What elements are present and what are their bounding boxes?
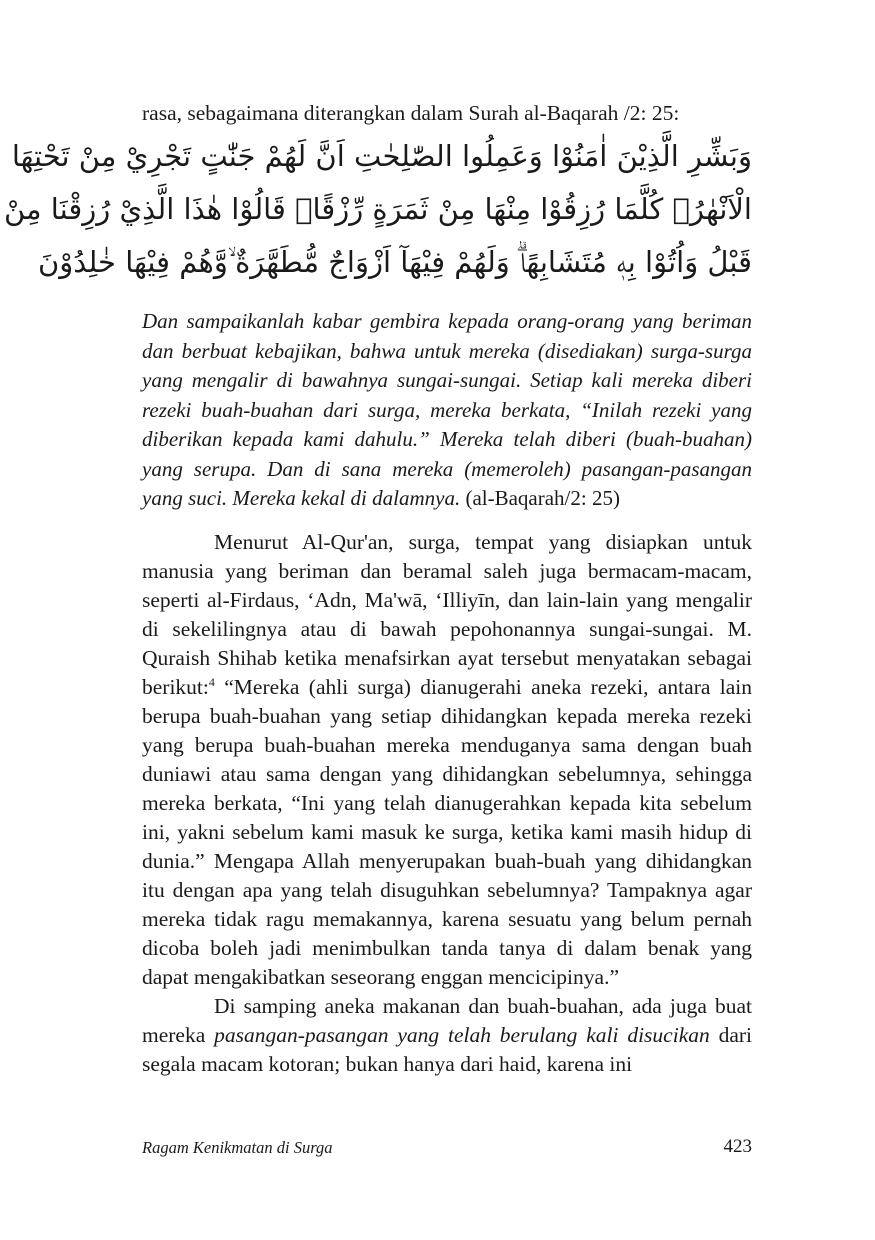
arabic-verse-line-1: وَبَشِّرِ الَّذِيْنَ اٰمَنُوْا وَعَمِلُوا الصّٰلِحٰتِ اَنَّ لَهُمْ جَنّٰتٍ تَجْرِيْ مِنْ تَحْتِهَا xyxy=(11,139,752,173)
arabic-verse xyxy=(3,130,752,289)
footnote-marker[interactable]: 4 xyxy=(208,674,215,689)
paragraph-2-italic: pasangan-pasangan yang telah berulang kali disucikan xyxy=(214,1022,710,1047)
arabic-verse-line-3: قَبْلُ وَاُتُوْا بِهٖ مُتَشَابِهًاۗ وَلَهُمْ فِيْهَآ اَزْوَاجٌ مُّطَهَّرَةٌ ۙوَّهُمْ فِيْهَا خٰلِدُوْنَ xyxy=(37,245,752,279)
paragraph-1-text-b: “Mereka (ahli surga) dianugerahi aneka rezeki, antara lain berupa buah-buahan yang setiap dihidangkan kepada mereka rezeki yang berupa buah-buahan mereka menduganya sama dengan buah duniawi atau sama dengan yang dihidangkan sebelumnya, sehingga mereka berkata, “Ini yang telah dianugerahkan kepada kita sebelum ini, yakni sebelum kami masuk ke surga, ketika kami masih hidup di dunia.” Mengapa Allah menyerupakan buah-buah yang dihidangkan itu dengan apa yang telah disuguhkan sebelumnya? Tampaknya agar mereka tidak ragu memakannya, karena sesuatu yang belum pernah dicoba boleh jadi menimbulkan tanda tanya di dalam benak yang dapat mengakibatkan seseorang enggan mencicipinya.” xyxy=(142,674,752,989)
translation-text: Dan sampaikanlah kabar gembira kepada orang-orang yang beriman dan berbuat kebajikan, bahwa untuk mereka (disediakan) surga-surga yang mengalir di bawahnya sungai-sungai. Setiap kali mereka diberi rezeki buah-buahan dari surga, mereka berkata, “Inilah rezeki yang diberikan kepada kami dahulu.” Mereka telah diberi (buah-buahan) yang serupa. Dan di sana mereka (memeroleh) pasangan-pasangan yang suci. Mereka kekal di dalamnya. xyxy=(142,309,752,510)
paragraph-2-text-b: dari segala macam kotoran; bukan hanya dari haid, karena ini xyxy=(142,1022,752,1076)
running-title: Ragam Kenikmatan di Surga xyxy=(142,1138,333,1157)
page-footer xyxy=(142,1138,752,1164)
paragraph-2-text-a: Di samping aneka makanan dan buah-buahan, ada juga buat mereka xyxy=(142,993,752,1047)
body-paragraph-1 xyxy=(142,528,752,992)
page-content xyxy=(3,98,752,1079)
page-number: 423 xyxy=(723,1136,752,1157)
body-paragraph-2 xyxy=(142,992,752,1079)
verse-translation xyxy=(142,307,752,514)
arabic-verse-line-2: الْاَنْهٰرُۗ كُلَّمَا رُزِقُوْا مِنْهَا مِنْ ثَمَرَةٍ رِّزْقًاۙ قَالُوْا هٰذَا الَّذِيْ رُزِقْنَا مِنْ xyxy=(3,192,752,226)
paragraph-1-text-a: Menurut Al-Qur'an, surga, tempat yang disiapkan untuk manusia yang beriman dan beramal saleh juga bermacam-macam, seperti al-Firdaus, ‘Adn, Ma'wā, ‘Illiyīn, dan lain-lain yang mengalir di sekelilingnya atau di bawah pepohonannya sungai-sungai. M. Quraish Shihab ketika menafsirkan ayat tersebut menyatakan sebagai berikut: xyxy=(142,529,752,699)
translation-citation: (al-Baqarah/2: 25) xyxy=(460,486,620,510)
intro-line: rasa, sebagaimana diterangkan dalam Surah al-Baqarah /2: 25: xyxy=(142,101,680,125)
